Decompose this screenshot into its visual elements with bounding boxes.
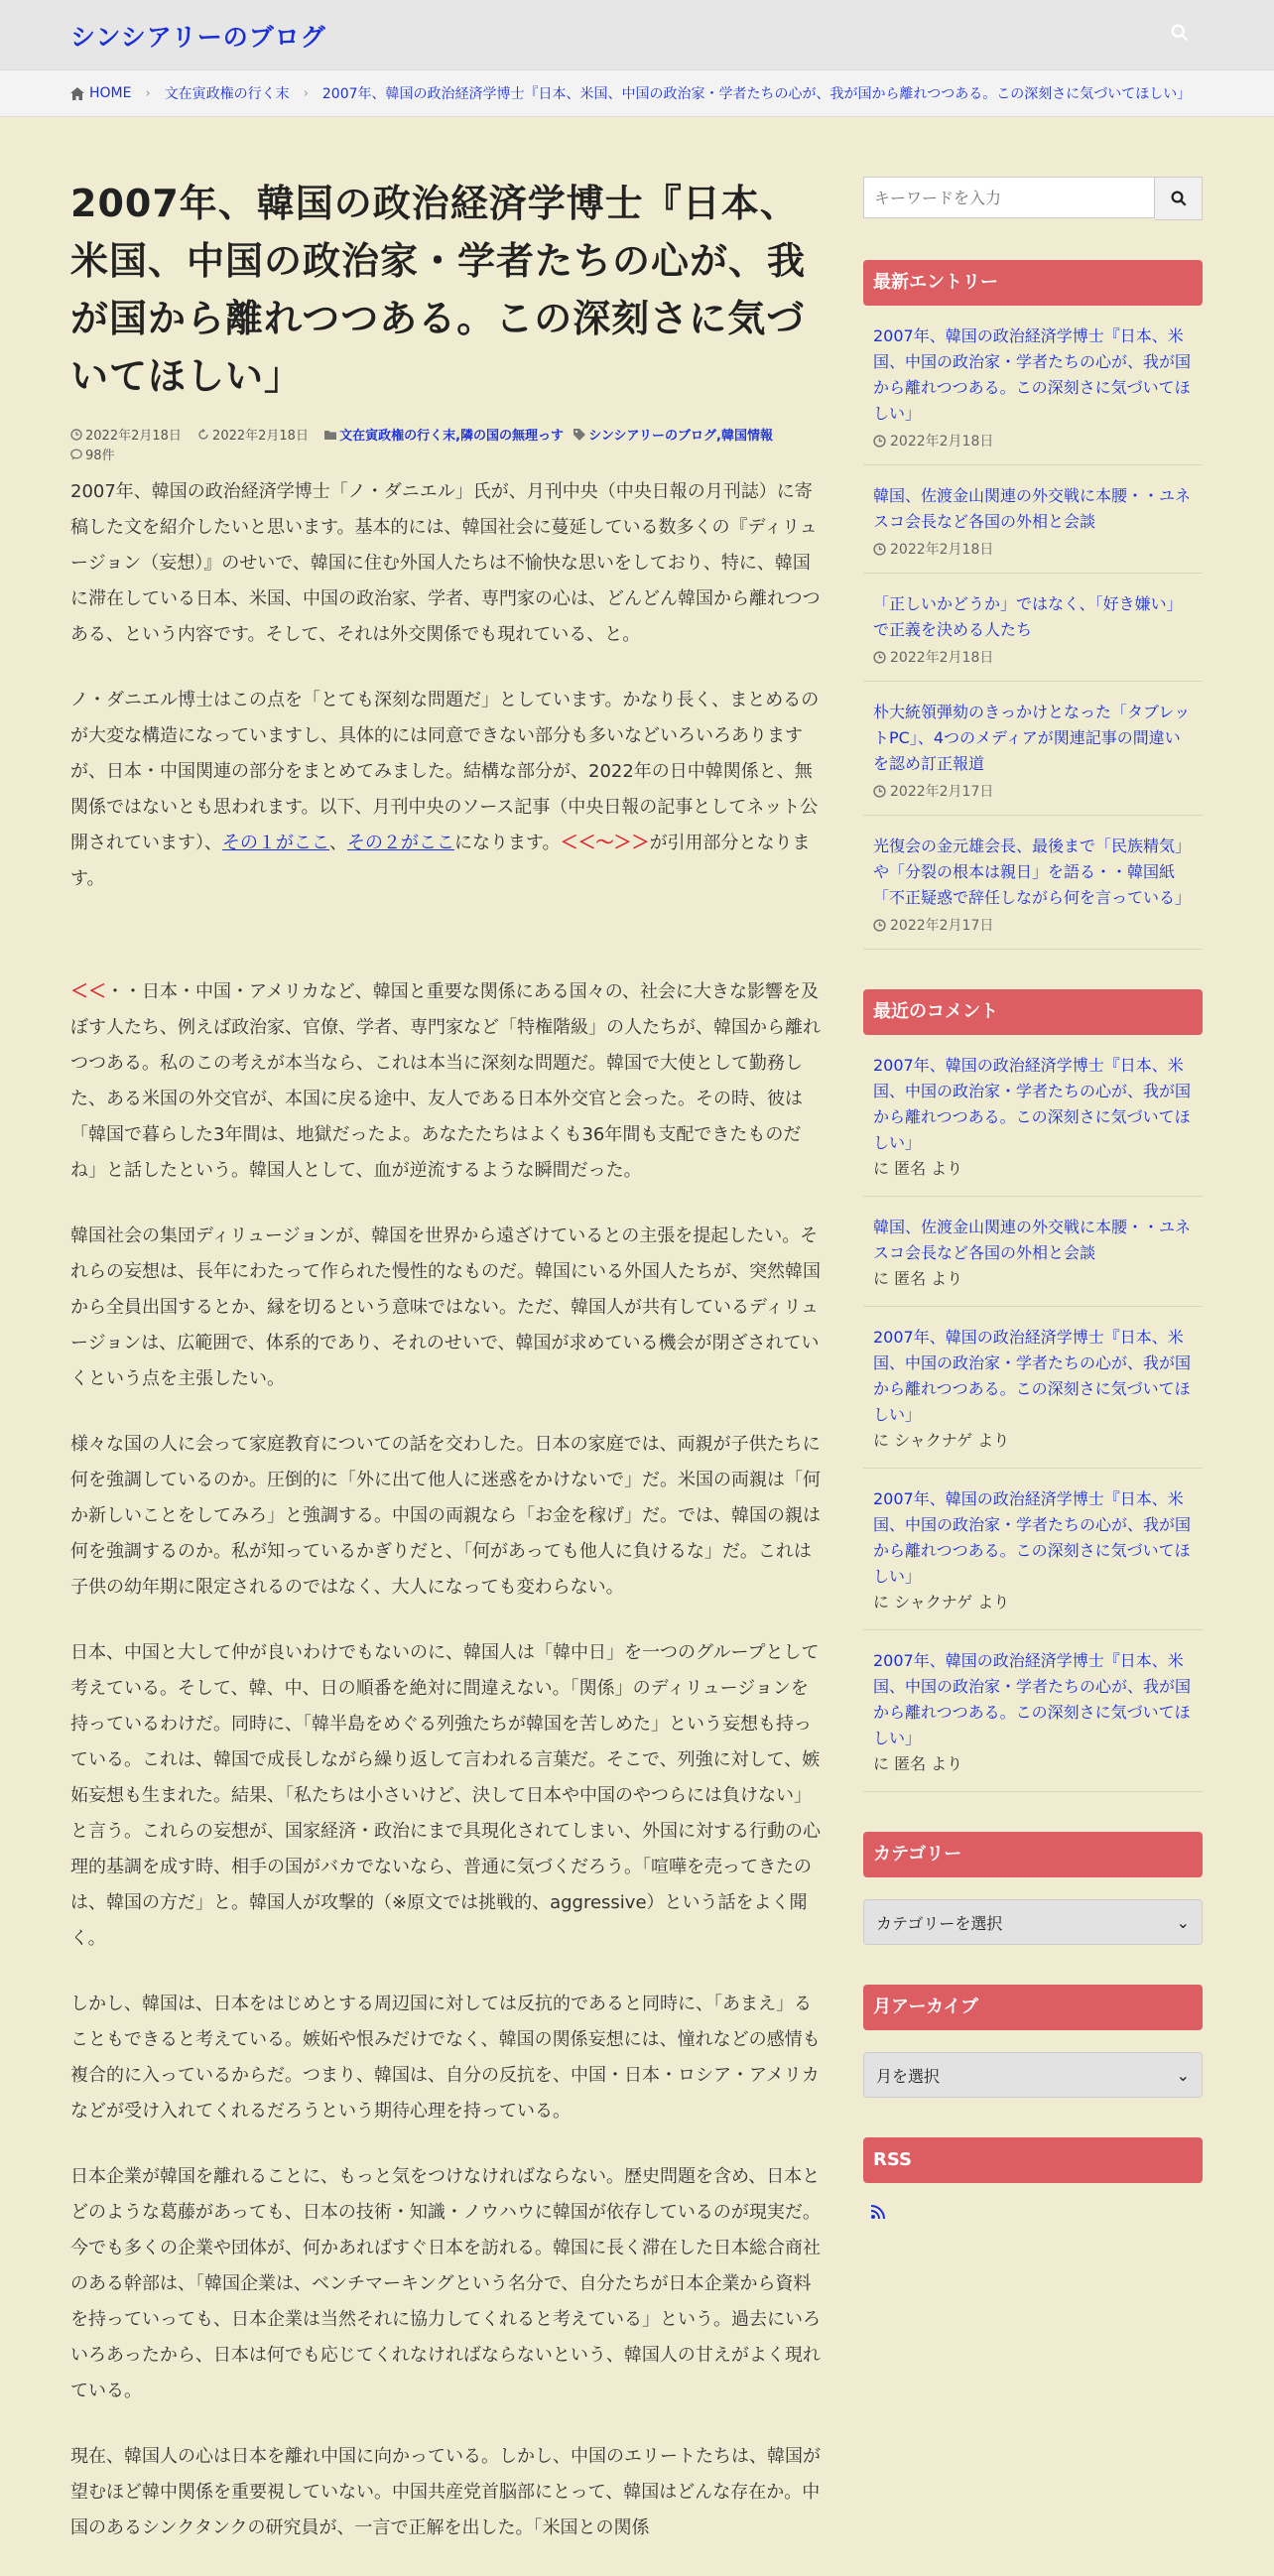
search-icon[interactable] xyxy=(1169,22,1191,44)
comment-count: 98件 xyxy=(70,449,121,463)
category-links[interactable]: 文在寅政権の行く末,隣の国の無理っす xyxy=(339,429,565,444)
site-title[interactable]: シンシアリーのブログ xyxy=(70,23,326,52)
site-header xyxy=(0,0,1274,69)
comment-author: に シャクナゲ より xyxy=(873,1431,1010,1450)
recent-entry-date: 2022年2月17日 xyxy=(890,918,994,934)
paragraph: 2007年、韓国の政治経済学博士「ノ・ダニエル」氏が、月刊中央（中央日報の月刊誌）に寄稿した文を紹介したいと思います。基本的には、韓国社会に蔓延している数多くの『ディリュージョン（妄想）』のせいで、韓国に住む外国人たちは不愉快な思いをしており、特に、韓国に滞在している日本、米国、中国の政治家、学者、専門家の心は、どんどん韓国から離れつつある、という内容です。そして、それは外交関係でも現れている、と。 xyxy=(70,481,821,645)
recent-entry-date: 2022年2月18日 xyxy=(890,650,994,666)
clock-icon xyxy=(873,785,886,798)
published-date: 2022年2月18日 xyxy=(70,429,188,444)
comment-post-link[interactable]: 2007年、韓国の政治経済学博士『日本、米国、中国の政治家・学者たちの心が、我が国から離れつつある。この深刻さに気づいてほしい」 xyxy=(873,1328,1192,1424)
paragraph: 現在、韓国人の心は日本を離れ中国に向かっている。しかし、中国のエリートたちは、韓国が望むほど韓中関係を重要視していない。中国共産党首脳部にとって、韓国はどんな存在か。中国のあるシンクタンクの研究員が、一言で正解を出した。「米国との関係 xyxy=(70,2446,821,2538)
breadcrumb xyxy=(0,69,1274,117)
comment-post-link[interactable]: 2007年、韓国の政治経済学博士『日本、米国、中国の政治家・学者たちの心が、我が国から離れつつある。この深刻さに気づいてほしい」 xyxy=(873,1489,1192,1586)
list-item xyxy=(863,306,1203,465)
refresh-icon xyxy=(197,429,209,441)
archive-select[interactable] xyxy=(863,2052,1203,2098)
category-title: カテゴリー xyxy=(863,1832,1203,1877)
recent-entry-date: 2022年2月17日 xyxy=(890,784,994,800)
sidebar xyxy=(863,177,1203,2223)
list-item xyxy=(863,1630,1203,1792)
clock-icon xyxy=(873,919,886,932)
comment-author: に シャクナゲ より xyxy=(873,1593,1010,1611)
recent-entry-date: 2022年2月18日 xyxy=(890,434,994,450)
recent-entry-date: 2022年2月18日 xyxy=(890,542,994,558)
list-item xyxy=(863,816,1203,950)
clock-icon xyxy=(873,543,886,556)
paragraph: 日本、中国と大して仲が良いわけでもないのに、韓国人は「韓中日」を一つのグループとして考えている。そして、韓、中、日の順番を絶対に間違えない。「関係」のディリュージョンを持っているわけだ。同時に、「韓半島をめぐる列強たちが韓国を苦しめた」という妄想も持っている。これは、韓国で成長しながら繰り返して言われる言葉だ。そこで、列強に対して、嫉妬妄想も生まれた。結果、「私たちは小さいけど、決して日本や中国のやつらには負けない」と言う。これらの妄想が、国家経済・政治にまで具現化されてしまい、外国に対する行動の心理的基調を成す時、相手の国がバカでないなら、普通に気づくだろう。「喧嘩を売ってきたのは、韓国の方だ」と。韓国人が攻撃的（※原文では挑戦的、aggressive）という話をよく聞く。 xyxy=(70,1642,821,1949)
paragraph: 様々な国の人に会って家庭教育についての話を交わした。日本の家庭では、両親が子供たちに何を強調しているのか。圧倒的に「外に出て他人に迷惑をかけないで」だ。米国の両親は「何か新しいことをしてみろ」と強調する。中国の両親なら「お金を稼げ」だ。では、韓国の親は何を強調するのか。私が知っているかぎりだと、「何があっても他人に負けるな」だ。これは子供の幼年期に限定されるのではなく、大人になっても変わらない。 xyxy=(70,1434,821,1598)
comment-author: に 匿名 より xyxy=(873,1269,963,1288)
article-body xyxy=(70,474,822,2546)
post-tags xyxy=(573,429,773,444)
paragraph: ノ・ダニエル博士はこの点を「とても深刻な問題だ」としています。かなり長く、まとめるのが大変な構造になっていますし、具体的には同意できない部分も多いなどいろいろありますが、日本・中国関連の部分をまとめてみました。結構な部分が、2022年の日中韓関係と、無関係ではないとも思われます。以下、月刊中央のソース記事（中央日報の記事としてネット公開されています）、その１がここ、その２がここになります。＜＜～＞＞が引用部分となります。 xyxy=(70,690,820,889)
recent-entries-title: 最新エントリー xyxy=(863,260,1203,306)
recent-entries-list xyxy=(863,306,1203,950)
quote-open: ＜＜ xyxy=(70,981,106,1002)
page-title: 2007年、韓国の政治経済学博士『日本、米国、中国の政治家・学者たちの心が、我が国から離れつつある。この深刻さに気づいてほしい」 xyxy=(70,182,807,398)
chevron-right-icon: › xyxy=(303,85,309,101)
rss-icon[interactable] xyxy=(871,2205,885,2219)
updated-date: 2022年2月18日 xyxy=(197,429,315,444)
chevron-down-icon: ⌄ xyxy=(1176,2065,1190,2085)
breadcrumb-home-label: HOME xyxy=(89,85,132,101)
tag-links[interactable]: シンシアリーのブログ,韓国情報 xyxy=(588,429,773,444)
recent-entry-link[interactable]: 2007年、韓国の政治経済学博士『日本、米国、中国の政治家・学者たちの心が、我が国から離れつつある。この深刻さに気づいてほしい」 xyxy=(873,326,1192,423)
clock-icon xyxy=(873,435,886,448)
rss-title: RSS xyxy=(863,2137,1203,2183)
breadcrumb-current[interactable]: 2007年、韓国の政治経済学博士『日本、米国、中国の政治家・学者たちの心が、我が国から離れつつある。この深刻さに気づいてほしい」 xyxy=(321,86,1192,102)
list-item xyxy=(863,574,1203,682)
comment-author: に 匿名 より xyxy=(873,1159,963,1178)
chevron-down-icon: ⌄ xyxy=(1176,1912,1190,1932)
sidebar-search xyxy=(863,177,1203,220)
list-item xyxy=(863,1469,1203,1630)
main-content xyxy=(70,175,822,2576)
category-select-value: カテゴリーを選択 xyxy=(876,1913,1003,1933)
breadcrumb-home[interactable] xyxy=(70,85,131,101)
clock-icon xyxy=(873,651,886,664)
post-categories xyxy=(324,429,564,444)
list-item xyxy=(863,682,1203,816)
archive-select-value: 月を選択 xyxy=(876,2066,941,2086)
paragraph: しかし、韓国は、日本をはじめとする周辺国に対しては反抗的であると同時に、「あまえ」ることもできると考えている。嫉妬や恨みだけでなく、韓国の関係妄想には、憧れなどの感情も複合的に入っているからだ。つまり、韓国は、自分の反抗を、中国・日本・ロシア・アメリカなどが受け入れてくれるだろうという期待心理を持っている。 xyxy=(70,1994,821,2122)
recent-entry-link[interactable]: 朴大統領弾劾のきっかけとなった「タブレットPC」、4つのメディアが関連記事の間違いを認め訂正報道 xyxy=(873,703,1191,773)
paragraph: ＜＜・・日本・中国・アメリカなど、韓国と重要な関係にある国々の、社会に大きな影響を及ぼす人たち、例えば政治家、官僚、学者、専門家など「特権階級」の人たちが、韓国から離れつつある。私のこの考えが本当なら、これは本当に深刻な問題だ。韓国で大使として勤務した、ある米国の外交官が、本国に戻る途中、友人である日本外交官と会った。その時、彼は「韓国で暮らした3年間は、地獄だったよ。あなたたちはよくも36年間も支配できたものだね」と話したという。韓国人として、血が逆流するような瞬間だった。 xyxy=(70,981,821,1181)
category-select[interactable] xyxy=(863,1899,1203,1945)
source-link-1[interactable]: その１がここ xyxy=(222,833,329,853)
archive-title: 月アーカイブ xyxy=(863,1985,1203,2030)
list-item xyxy=(863,1197,1203,1307)
list-item xyxy=(863,465,1203,574)
recent-entry-link[interactable]: 光復会の金元雄会長、最後まで「民族精気」や「分裂の根本は親日」を語る・・韓国紙「不正疑惑で辞任しながら何を言っている」 xyxy=(873,837,1192,907)
search-button[interactable] xyxy=(1155,177,1203,220)
comment-post-link[interactable]: 2007年、韓国の政治経済学博士『日本、米国、中国の政治家・学者たちの心が、我が国から離れつつある。この深刻さに気づいてほしい」 xyxy=(873,1056,1192,1152)
home-icon xyxy=(70,87,84,100)
search-icon xyxy=(1170,190,1188,207)
recent-comments-title: 最近のコメント xyxy=(863,989,1203,1035)
source-link-2[interactable]: その２がここ xyxy=(347,833,454,853)
paragraph: 日本企業が韓国を離れることに、もっと気をつけなければならない。歴史問題を含め、日本とどのような葛藤があっても、日本の技術・知識・ノウハウに韓国が依存しているのが現実だ。今でも多くの企業や団体が、何かあればすぐ日本を訪れる。韓国に長く滞在した日本総合商社のある幹部は、「韓国企業は、ベンチマーキングという名分で、自分たちが日本企業から資料を持っていっても、日本企業は当然それに協力してくれると考えている」という。過去にいろいろあったから、日本は何でも応じてくれなければならないという、韓国人の甘えがよく現れている。 xyxy=(70,2166,821,2401)
comment-post-link[interactable]: 2007年、韓国の政治経済学博士『日本、米国、中国の政治家・学者たちの心が、我が国から離れつつある。この深刻さに気づいてほしい」 xyxy=(873,1651,1192,1747)
comment-author: に 匿名 より xyxy=(873,1754,963,1773)
recent-entry-link[interactable]: 「正しいかどうか」ではなく、「好き嫌い」で正義を決める人たち xyxy=(873,594,1183,639)
clock-icon xyxy=(70,429,82,441)
folder-icon xyxy=(324,429,336,441)
search-input[interactable] xyxy=(863,177,1155,218)
breadcrumb-category[interactable]: 文在寅政権の行く末 xyxy=(164,86,290,102)
recent-comments-list xyxy=(863,1035,1203,1792)
post-meta xyxy=(70,427,822,466)
comment-icon xyxy=(70,449,82,460)
paragraph: 韓国社会の集団ディリュージョンが、韓国を世界から遠ざけているとの主張を提起したい。それらの妄想は、長年にわたって作られた慢性的なものだ。韓国にいる外国人たちが、突然韓国から全員出国するとか、縁を切るという意味ではない。ただ、韓国人が共有しているディリュージョンは、広範囲で、体系的であり、それのせいで、韓国が求めている機会が閉ざされていくという点を主張したい。 xyxy=(70,1225,821,1389)
quote-marker: ＜＜～＞＞ xyxy=(560,833,650,853)
comment-post-link[interactable]: 韓国、佐渡金山関連の外交戦に本腰・・ユネスコ会長など各国の外相と会談 xyxy=(873,1218,1192,1262)
recent-entry-link[interactable]: 韓国、佐渡金山関連の外交戦に本腰・・ユネスコ会長など各国の外相と会談 xyxy=(873,486,1192,531)
chevron-right-icon: › xyxy=(145,85,151,101)
list-item xyxy=(863,1035,1203,1197)
list-item xyxy=(863,1307,1203,1469)
tag-icon xyxy=(573,429,585,441)
